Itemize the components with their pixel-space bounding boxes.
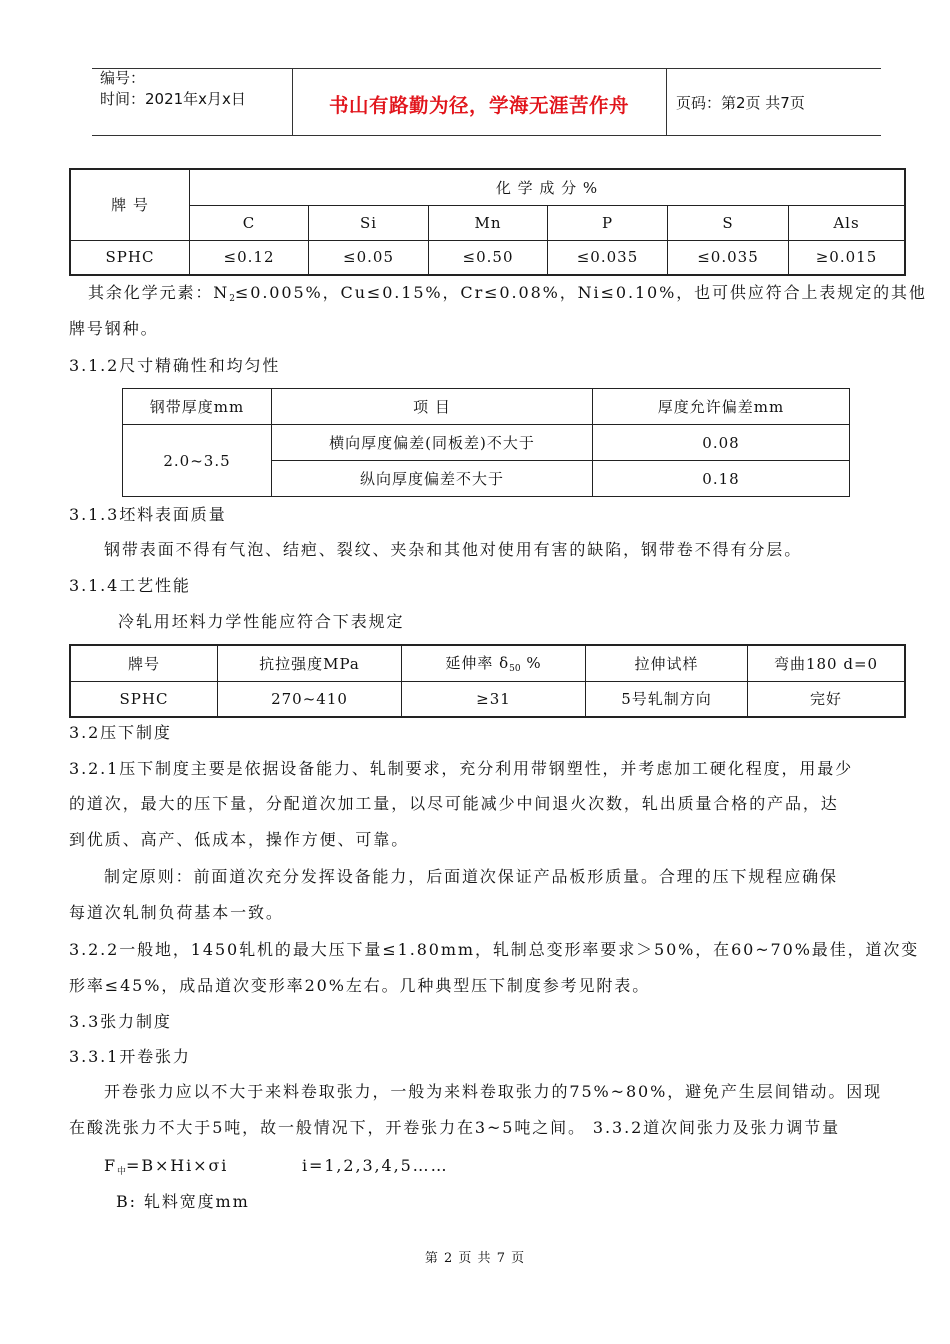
time-label: 时间：2021年x月x日	[100, 90, 246, 108]
tension-formula: $F_中=B\times Hi\times\sigma i$	[104, 1156, 229, 1177]
bend-value: 完好	[748, 681, 906, 717]
paragraph-other-elements-cont: 牌号钢种。	[69, 319, 159, 338]
value-als: ≥0.015	[789, 240, 906, 275]
formula-index: i=1,2,3,4,5……	[302, 1156, 449, 1175]
paragraph-other-elements: 其余化学元素：$N_2\le 0.005\%$，Cu≤0.15%，Cr≤0.08%，Ni≤0.10%，也可供应符合上表规定的其他	[88, 283, 927, 304]
section-3-2: 3.2压下制度	[69, 723, 172, 742]
value-p: ≤0.035	[548, 240, 668, 275]
brand-header: 牌 号	[70, 169, 190, 240]
col-als: Als	[789, 205, 906, 240]
paragraph-3-2-2-line1: 3.2.2一般地，1450轧机的最大压下量≤1.80mm，轧制总变形率要求＞50%，在60~70%最佳，道次变	[69, 940, 920, 959]
section-3-1-2: 3.1.2尺寸精确性和均匀性	[69, 356, 281, 375]
section-3-1-3: 3.1.3坯料表面质量	[69, 505, 227, 524]
value-mn: ≤0.50	[429, 240, 548, 275]
section-3-3-1: 3.3.1开卷张力	[69, 1047, 191, 1066]
paragraph-surface-quality: 钢带表面不得有气泡、结疤、裂纹、夹杂和其他对使用有害的缺陷，钢带卷不得有分层。	[104, 540, 803, 559]
transverse-item: 横向厚度偏差(同板差)不大于	[272, 425, 593, 461]
elongation-value: ≥31	[402, 681, 586, 717]
chemical-composition-table	[69, 168, 906, 276]
value-si: ≤0.05	[309, 240, 429, 275]
tensile-value: 270~410	[218, 681, 402, 717]
longitudinal-value: 0.18	[593, 461, 850, 497]
item-header: 项 目	[272, 389, 593, 425]
header-meta	[100, 68, 246, 110]
col-c: C	[190, 205, 309, 240]
dimension-tolerance-table	[122, 388, 850, 497]
tensile-header: 抗拉强度MPa	[218, 645, 402, 681]
header-page-label: 页码：第2页 共7页	[676, 94, 805, 112]
header-motto: 书山有路勤为径，学海无涯苦作舟	[328, 94, 629, 117]
col-mn: Mn	[429, 205, 548, 240]
page-footer: 第 2 页 共 7 页	[424, 1251, 526, 1266]
section-3-3: 3.3张力制度	[69, 1012, 172, 1031]
specimen-value: 5号轧制方向	[586, 681, 748, 717]
paragraph-mechanical-intro: 冷轧用坯料力学性能应符合下表规定	[118, 612, 405, 631]
col-p: P	[548, 205, 668, 240]
paragraph-principle-line2: 每道次轧制负荷基本一致。	[69, 903, 284, 922]
tolerance-header: 厚度允许偏差mm	[593, 389, 850, 425]
paragraph-width-def: B: 轧料宽度mm	[116, 1192, 250, 1211]
paragraph-3-2-1-line3: 到优质、高产、低成本，操作方便、可靠。	[69, 830, 410, 849]
mech-brand: SPHC	[70, 681, 218, 717]
thickness-range: 2.0~3.5	[123, 425, 272, 497]
col-s: S	[668, 205, 789, 240]
thickness-header: 钢带厚度mm	[123, 389, 272, 425]
header-divider-right	[666, 68, 667, 135]
section-3-1-4: 3.1.4工艺性能	[69, 576, 191, 595]
mechanical-properties-table	[69, 644, 906, 718]
value-s: ≤0.035	[668, 240, 789, 275]
paragraph-principle-line1: 制定原则：前面道次充分发挥设备能力，后面道次保证产品板形质量。合理的压下规程应确保	[104, 867, 838, 886]
bend-header: 弯曲180 d=0	[748, 645, 906, 681]
paragraph-3-3-1-line2: 在酸洗张力不大于5吨，故一般情况下，开卷张力在3~5吨之间。 3.3.2道次间张力及张力调节量	[69, 1118, 841, 1137]
paragraph-3-2-1-line2: 的道次，最大的压下量，分配道次加工量，以尽可能减少中间退火次数，轧出质量合格的产品，达	[69, 794, 839, 813]
elongation-header: 延伸率 $\delta_{50}$ %	[402, 645, 586, 681]
paragraph-3-2-1-line1: 3.2.1压下制度主要是依据设备能力、轧制要求，充分利用带钢塑性，并考虑加工硬化程度，用最少	[69, 759, 854, 778]
transverse-value: 0.08	[593, 425, 850, 461]
composition-header: 化 学 成 分 %	[190, 169, 906, 205]
serial-label: 编号：	[100, 69, 146, 87]
mech-brand-header: 牌号	[70, 645, 218, 681]
longitudinal-item: 纵向厚度偏差不大于	[272, 461, 593, 497]
row-brand: SPHC	[70, 240, 190, 275]
col-si: Si	[309, 205, 429, 240]
header-bottom-rule	[92, 135, 881, 136]
paragraph-3-2-2-line2: 形率≤45%，成品道次变形率20%左右。几种典型压下制度参考见附表。	[69, 976, 651, 995]
value-c: ≤0.12	[190, 240, 309, 275]
specimen-header: 拉伸试样	[586, 645, 748, 681]
paragraph-3-3-1-line1: 开卷张力应以不大于来料卷取张力，一般为来料卷取张力的75%~80%，避免产生层间错动。因现	[104, 1082, 883, 1101]
